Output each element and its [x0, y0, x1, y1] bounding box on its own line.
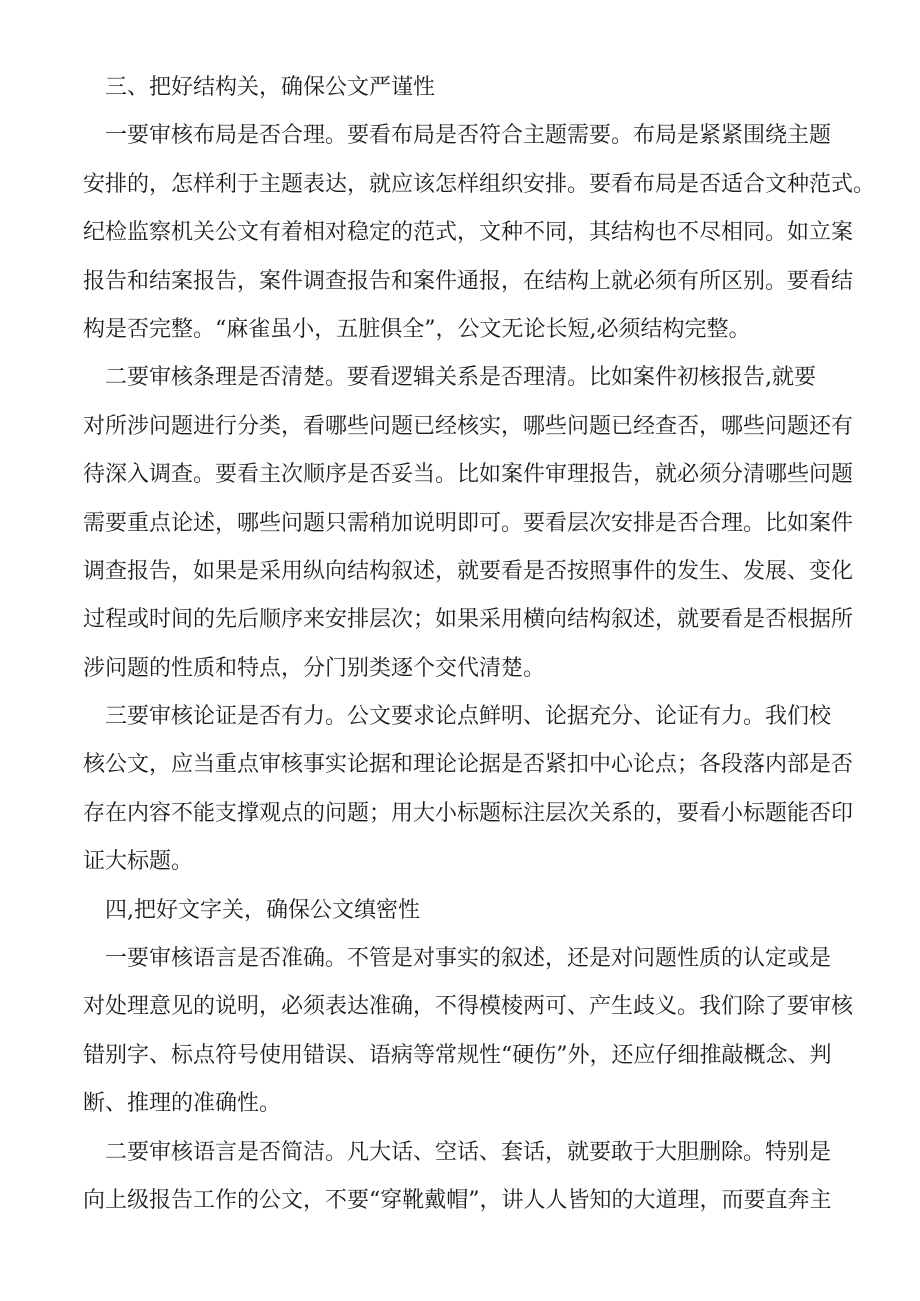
paragraph-line: 二要审核语言是否简洁。凡大话、空话、套话，就要敢于大胆删除。特别是 [105, 1139, 832, 1165]
section-heading-3: 三、把好结构关，确保公文严谨性 [105, 75, 436, 100]
paragraph-line: 对所涉问题进行分类，看哪些问题已经核实，哪些问题已经查否，哪些问题还有 [83, 413, 854, 439]
document-page [83, 64, 876, 1225]
paragraph-line: 安排的，怎样利于主题表达，就应该怎样组织安排。要看布局是否适合文种范式。 [83, 171, 876, 197]
paragraph-line: 报告和结案报告，案件调查报告和案件通报，在结构上就必须有所区别。要看结 [83, 268, 854, 294]
paragraph-line: 过程或时间的先后顺序来安排层次；如果采用横向结构叙述，就要看是否根据所 [83, 607, 854, 633]
paragraph-line: 核公文，应当重点审核事实论据和理论论据是否紧扣中心论点；各段落内部是否 [83, 752, 854, 778]
paragraph-line: 一要审核布局是否合理。要看布局是否符合主题需要。布局是紧紧围绕主题 [105, 123, 832, 149]
paragraph-line: 构是否完整。“麻雀虽小，五脏俱全”，公文无论长短,必须结构完整。 [83, 316, 751, 342]
paragraph-line: 调查报告，如果是采用纵向结构叙述，就要看是否按照事件的发生、发展、变化 [83, 558, 854, 584]
paragraph-line: 存在内容不能支撑观点的问题；用大小标题标注层次关系的，要看小标题能否印 [83, 800, 854, 826]
paragraph-line: 纪检监察机关公文有着相对稳定的范式，文种不同，其结构也不尽相同。如立案 [83, 220, 854, 246]
section-heading-4: 四,把好文字关，确保公文缜密性 [105, 897, 420, 923]
paragraph-line: 断、推理的准确性。 [83, 1091, 282, 1117]
paragraph-line: 向上级报告工作的公文，不要“穿靴戴帽”，讲人人皆知的大道理，而要直奔主 [83, 1187, 832, 1213]
paragraph-line: 涉问题的性质和特点，分门别类逐个交代清楚。 [83, 655, 546, 681]
paragraph-line: 一要审核语言是否准确。不管是对事实的叙述，还是对问题性质的认定或是 [105, 946, 832, 972]
paragraph-line: 二要审核条理是否清楚。要看逻辑关系是否理清。比如案件初核报告,就要 [105, 365, 816, 391]
paragraph-line: 错别字、标点符号使用错误、语病等常规性“硬伤”外，还应仔细推敲概念、判 [83, 1042, 832, 1068]
paragraph-line: 三要审核论证是否有力。公文要求论点鲜明、论据充分、论证有力。我们校 [105, 704, 832, 730]
paragraph-line: 对处理意见的说明，必须表达准确，不得模棱两可、产生歧义。我们除了要审核 [83, 994, 854, 1020]
paragraph-line: 待深入调查。要看主次顺序是否妥当。比如案件审理报告，就必须分清哪些问题 [83, 462, 854, 488]
paragraph-line: 需要重点论述，哪些问题只需稍加说明即可。要看层次安排是否合理。比如案件 [83, 510, 854, 536]
paragraph-line: 证大标题。 [83, 849, 194, 875]
